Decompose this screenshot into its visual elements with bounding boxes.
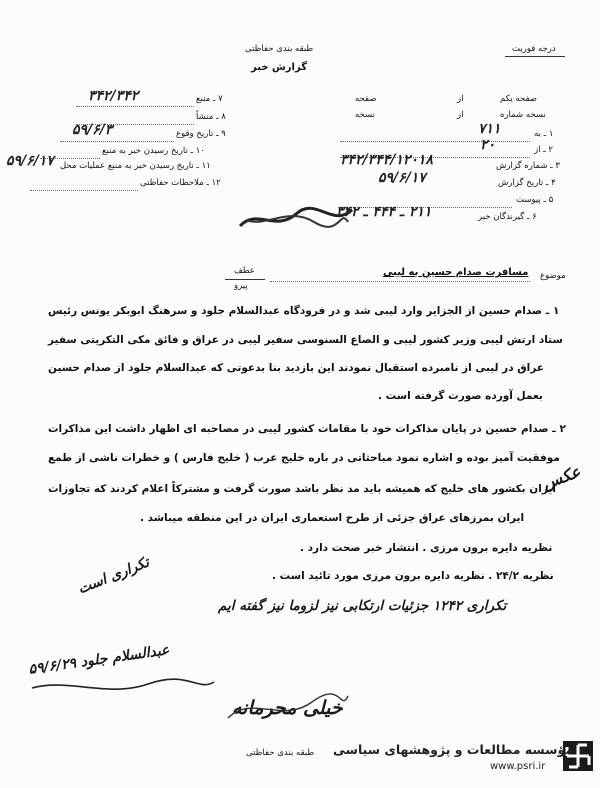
para2-line3: ایران بکشور های خلیج که همیشه باید مد نظر باشد صورت گرفت و مشترکاً اعلام کردند که تجاوزات xyxy=(48,483,556,495)
underline-scribble xyxy=(28,668,218,708)
redaction-scribble xyxy=(236,198,356,238)
classification-bottom: طبقه بندی حفاظتی xyxy=(246,748,315,758)
field-received-ops-label: ۱۱ ـ تاریخ رسیدن خبر به منبع عملیات محل xyxy=(60,161,211,171)
para1-line3: عراق در لیبی از نامبرده استقبال نمودند این بازدید بنا بدعوتی که عبدالسلام جلود از صدام حسین xyxy=(48,362,544,374)
dotted-line xyxy=(30,190,138,191)
page-label: صفحه یکم xyxy=(500,94,537,104)
atf-label: عطف xyxy=(234,266,255,276)
para1-line2: ستاد ارتش لیبی وزیر کشور لیبی و الصاع السنوسی سفیر لیبی در عراق و فائق مکی التکریتی سفیر xyxy=(48,334,563,346)
signature: خیلی محرمانه xyxy=(232,697,343,719)
classification-top: طبقه بندی حفاظتی xyxy=(245,44,314,54)
dotted-line xyxy=(76,106,194,107)
margin-note: عکس xyxy=(539,461,583,494)
urgency-underline xyxy=(505,56,565,57)
field-source-label: ۷ ـ منبع xyxy=(196,94,223,104)
field-security-notes-label: ۱۲ ـ ملاحظات حفاظتی xyxy=(140,178,221,188)
report-title: گزارش خبر xyxy=(251,62,308,73)
field-event-date-label: ۹ ـ تاریخ وقوع xyxy=(176,129,226,139)
to-value: ۷۱۱ xyxy=(478,121,501,137)
copy-from: از xyxy=(457,110,464,120)
left-note: تکراری است xyxy=(75,554,152,598)
field-origin-label: ۸ ـ منشأ xyxy=(196,112,226,122)
field-received-source-label: ۱۰ ـ تاریخ رسیدن خبر به منبع xyxy=(102,146,205,156)
opinion-1: نظریه دایره برون مرزی . انتشار خبر صحت دارد . xyxy=(300,542,553,554)
report-date-label: ۴ ـ تاریخ گزارش xyxy=(498,178,556,188)
handwritten-note: تکراری ۱۲۴۲ جزئیات ارتکابی نیز لزوما نیز گفته ایم xyxy=(218,598,507,614)
para2-line2: موفقیت آمیز بوده و اشاره نمود مباحثاتی در باره خلیج عرب ( خلیج فارس ) و خطرات ناشی از طمع xyxy=(48,452,560,464)
institute-url: www.psri.ir xyxy=(490,761,546,772)
institute-name: مؤسسه مطالعات و پژوهشهای سیاسی xyxy=(333,742,574,757)
opinion-2: نظریه ۲۴/۲ . نظریه دایره برون مرزی مورد تائید است . xyxy=(272,570,554,582)
from-label: ۲ ـ از xyxy=(534,145,553,155)
urgency-label: درجه فوریت xyxy=(512,44,556,54)
dotted-line xyxy=(60,141,174,142)
signature-scribble xyxy=(222,688,352,728)
recipients-label: ۶ ـ گیرندگان خبر xyxy=(478,212,537,222)
subject-value: مسافرت صدام حسین به لیبی xyxy=(383,267,529,278)
dotted-line xyxy=(270,281,530,282)
attachment-label: ۵ ـ پیوست xyxy=(516,195,554,205)
field-received-ops-value: ۵۹/۶/۱۷ xyxy=(6,153,54,169)
field-event-date-value: ۵۹/۶/۳ xyxy=(72,122,113,138)
subject-label: موضوع xyxy=(540,271,566,281)
para1-line4: بعمل آورده صورت گرفته است . xyxy=(378,390,543,402)
report-number-label: ۳ ـ شماره گزارش xyxy=(496,161,560,171)
stamp-note: عبدالسلام جلود ۵۹/۶/۲۹ xyxy=(27,642,171,678)
page-unit: صفحه xyxy=(355,94,377,104)
report-date-value: ۵۹/۶/۱۷ xyxy=(378,170,426,186)
para2-line4: ایران بمرزهای عراق جزئی از طرح استعماری ایران در این منطقه میباشد . xyxy=(140,512,525,524)
to-label: ۱ ـ به xyxy=(534,129,554,139)
dotted-line xyxy=(340,141,530,142)
recipients-value: ۲۱۱ ـ ۴۴۴ ـ ۳۴۲ xyxy=(336,204,432,220)
para2-line1: ۲ ـ صدام حسین در پایان مذاکرات خود با مقامات کشور لیبی در مصاحبه ای اظهار داشت این مذاکرات xyxy=(48,423,566,435)
field-source-value: ۳۴۲/۳۴۲ xyxy=(88,88,139,104)
page-from: از xyxy=(457,94,464,104)
atf-underline xyxy=(225,279,265,280)
copy-unit: نسخه xyxy=(355,110,375,120)
para1-line1: ۱ ـ صدام حسین از الجزایر وارد لیبی شد و در فرودگاه عبدالسلام جلود و سرهنگ ابوبکر یونس رئیس xyxy=(48,305,560,317)
from-value: ۲۰ xyxy=(480,137,496,153)
copy-label: نسخه شماره xyxy=(500,110,546,120)
report-number-value: ۳۴۲/۳۴۴/۱۲۰۱۸ xyxy=(340,152,433,168)
peyro-label: پیرو xyxy=(234,281,248,291)
